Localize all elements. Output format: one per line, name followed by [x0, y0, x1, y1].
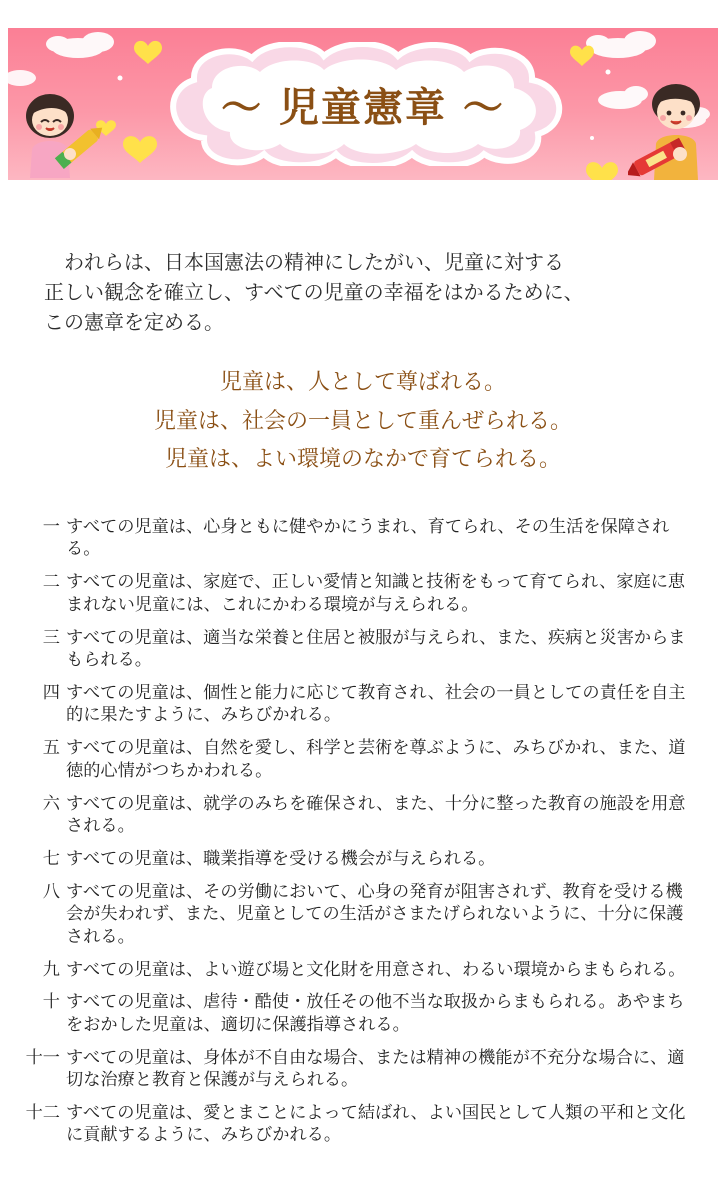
article-text: すべての児童は、心身ともに健やかにうまれ、育てられ、その生活を保障される。: [66, 517, 670, 560]
articles-list: [22, 516, 698, 1157]
article-item: [22, 682, 698, 727]
article-number: 十二: [25, 1103, 60, 1124]
article-number: 二: [42, 572, 60, 593]
heart-icon: [570, 46, 594, 66]
article-item: [22, 516, 698, 561]
article-item: [22, 848, 698, 870]
article-number: 四: [42, 682, 60, 703]
article-text: すべての児童は、職業指導を受ける機会が与えられる。: [66, 848, 496, 869]
article-text: すべての児童は、身体が不自由な場合、または精神の機能が不充分な場合に、適切な治療と教育と保護が与えられる。: [66, 1047, 685, 1091]
cloud-icon: [586, 31, 656, 58]
article-item: [22, 991, 698, 1036]
article-text: すべての児童は、適当な栄養と住居と被服が与えられ、また、疾病と災害からまもられる。: [66, 627, 686, 671]
article-item: [22, 1047, 698, 1092]
preamble: [44, 247, 694, 337]
article-number: 十: [42, 992, 60, 1013]
girl-with-crayon-icon: [14, 80, 114, 180]
boy-with-crayon-icon: [628, 78, 718, 180]
article-item: [22, 881, 698, 948]
article-number: 五: [42, 738, 60, 759]
preamble-line: 正しい観念を確立し、すべての児童の幸福をはかるために、: [44, 280, 584, 304]
article-item: [22, 571, 698, 616]
article-text: すべての児童は、虐待・酷使・放任その他不当な取扱からまもられる。あやまちをおかした児童は、適切に保護指導される。: [66, 992, 685, 1035]
cloud-icon: [46, 32, 114, 58]
article-text: すべての児童は、家庭で、正しい愛情と知識と技術をもって育てられ、家庭に恵まれない児童には、これにかわる環境が与えられる。: [66, 572, 686, 615]
article-number: 一: [42, 517, 60, 537]
principle-line: 児童は、人として尊ばれる。: [219, 370, 506, 395]
principles: [0, 364, 726, 480]
header-banner: [8, 28, 718, 180]
article-item: [22, 1102, 698, 1147]
article-item: [22, 959, 698, 981]
principle-line: 児童は、よい環境のなかで育てられる。: [164, 447, 561, 472]
article-number: 七: [42, 848, 60, 869]
preamble-line: この憲章を定める。: [44, 310, 224, 334]
article-number: 八: [42, 881, 60, 902]
article-text: すべての児童は、よい遊び場と文化財を用意され、わるい環境からまもられる。: [66, 959, 686, 980]
article-item: [22, 737, 698, 782]
article-item: [22, 627, 698, 672]
article-text: すべての児童は、就学のみちを確保され、また、十分に整った教育の施設を用意される。: [66, 793, 686, 836]
article-number: 三: [42, 627, 60, 648]
article-number: 十一: [25, 1047, 60, 1068]
article-text: すべての児童は、その労働において、心身の発育が阻害されず、教育を受ける機会が失われず、また、児童としての生活がさまたげられないように、十分に保護される。: [66, 881, 684, 947]
article-text: すべての児童は、個性と能力に応じて教育され、社会の一員としての責任を自主的に果たすように、みちびかれる。: [66, 682, 686, 726]
page-title: ～ 児童憲章 ～: [221, 84, 505, 131]
principle-line: 児童は、社会の一員として重んぜられる。: [153, 408, 572, 434]
article-number: 六: [42, 793, 60, 814]
heart-icon: [586, 162, 618, 180]
heart-icon: [123, 136, 157, 163]
article-number: 九: [42, 959, 60, 980]
preamble-line: われらは、日本国憲法の精神にしたがい、児童に対する: [44, 250, 564, 274]
article-item: [22, 793, 698, 838]
article-text: すべての児童は、自然を愛し、科学と芸術を尊ぶように、みちびかれ、また、道徳的心情がつちかわれる。: [66, 738, 686, 781]
article-text: すべての児童は、愛とまことによって結ばれ、よい国民として人類の平和と文化に貢献するように、みちびかれる。: [66, 1103, 686, 1146]
